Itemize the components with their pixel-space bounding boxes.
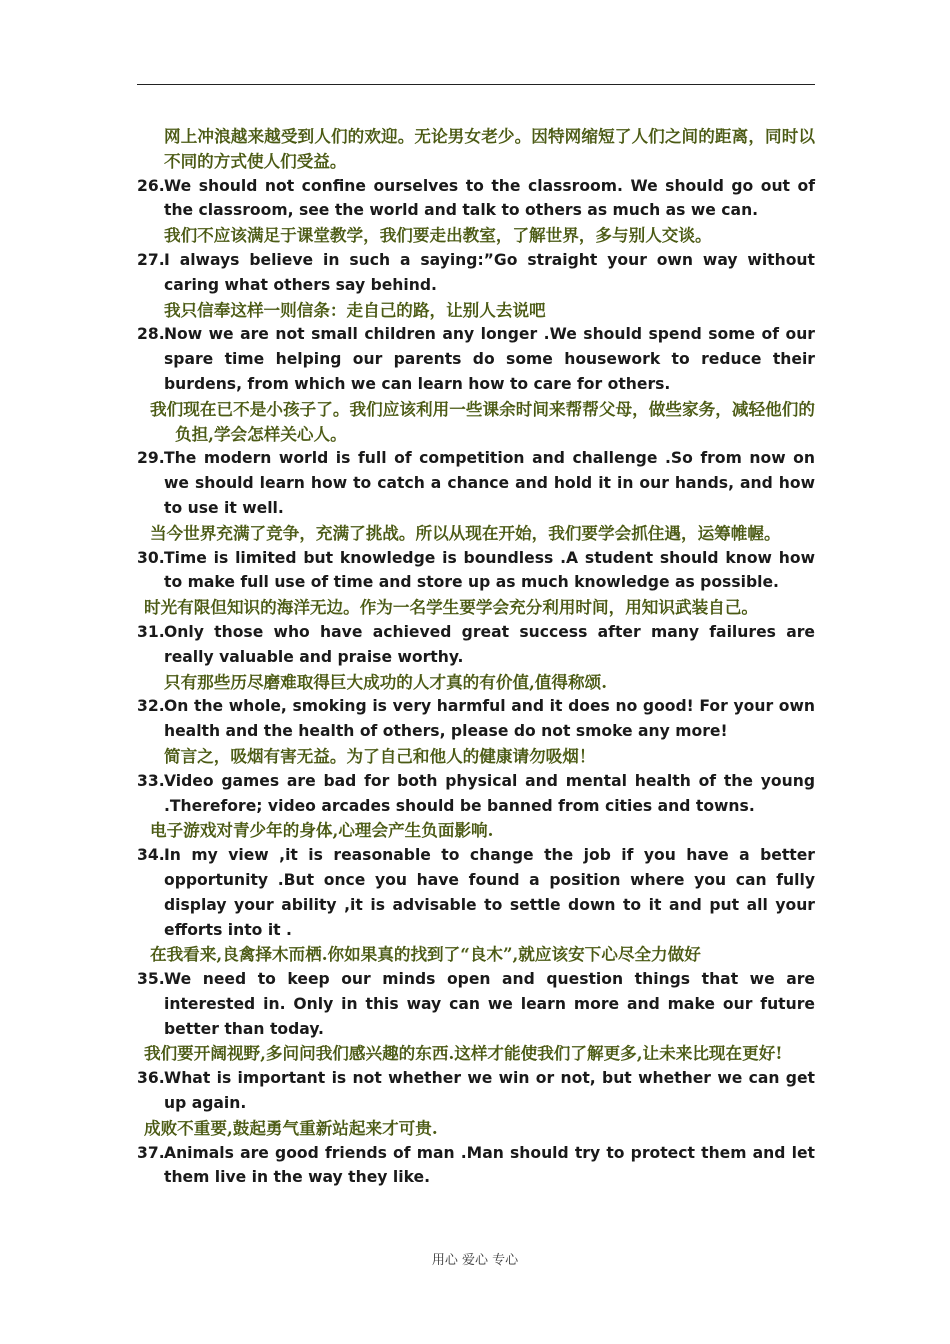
item-number: 29. (137, 449, 165, 468)
english-text: We should not confine ourselves to the classroom. We should go out of the classroom, see the world and talk to others as much as we can. (164, 176, 815, 220)
chinese-translation: 时光有限但知识的海洋无边。作为一名学生要学会充分利用时间，用知识武装自己。 (144, 597, 758, 618)
english-text: What is important is not whether we win or not, but whether we can get up again. (164, 1069, 815, 1113)
english-sentence (137, 620, 815, 670)
item-number: 33. (137, 771, 165, 790)
english-sentence (137, 769, 815, 819)
english-text: I always believe in such a saying:”Go straight your own way without caring what others say behind. (164, 250, 815, 294)
item-number: 37. (137, 1143, 165, 1162)
item-number: 36. (137, 1069, 165, 1088)
chinese-translation: 网上冲浪越来越受到人们的欢迎。无论男女老少。因特网缩短了人们之间的距离，同时以不同的方式使人们受益。 (164, 126, 815, 171)
chinese-translation: 当今世界充满了竞争，充满了挑战。所以从现在开始，我们要学会抓住遇，运筹帷幄。 (150, 522, 781, 543)
english-text: Animals are good friends of man .Man should try to protect them and let them live in the way they like. (164, 1143, 815, 1187)
english-text: Now we are not small children any longer .We should spend some of our spare time helping our parents do some housework to reduce their burdens, from which we can learn how to care for others. (164, 325, 815, 393)
english-sentence (137, 446, 815, 520)
chinese-translation: 只有那些历尽磨难取得巨大成功的人才真的有价值,值得称颂. (164, 671, 607, 692)
item-number: 27. (137, 250, 165, 269)
english-text: The modern world is full of competition and challenge .So from now on we should learn how to catch a chance and hold it in our hands, and how to use it well. (164, 449, 815, 517)
english-sentence (137, 694, 815, 744)
english-sentence (137, 843, 815, 942)
item-number: 26. (137, 176, 165, 195)
english-text: In my view ,it is reasonable to change the job if you have a better opportunity .But once you have found a position where you can fully display your ability ,it is advisable to settle down to it and put all your efforts into it . (164, 846, 815, 939)
item-number: 35. (137, 970, 165, 989)
item-number: 28. (137, 325, 165, 344)
item-number: 30. (137, 548, 165, 567)
english-text: Video games are bad for both physical and mental health of the young .Therefore; video arcades should be banned from cities and towns. (164, 771, 815, 815)
english-sentence (137, 174, 815, 224)
page-footer: 用心 爱心 专心 (431, 1253, 519, 1268)
chinese-translation: 成败不重要,鼓起勇气重新站起来才可贵. (144, 1117, 438, 1138)
document-body (137, 124, 815, 1190)
item-number: 32. (137, 697, 165, 716)
chinese-translation: 我们要开阔视野,多问问我们感兴趣的东西.这样才能使我们了解更多,让未来比现在更好! (144, 1043, 783, 1064)
english-text: On the whole, smoking is very harmful and it does no good! For your own health and the health of others, please do not smoke any more! (164, 697, 815, 741)
english-sentence (137, 248, 815, 298)
chinese-translation: 我们现在已不是小孩子了。我们应该利用一些课余时间来帮帮父母，做些家务，减轻他们的负担,学会怎样关心人。 (150, 398, 815, 444)
english-sentence (137, 546, 815, 596)
item-number: 34. (137, 846, 165, 865)
header-rule (137, 84, 815, 85)
chinese-translation: 在我看来,良禽择木而栖.你如果真的找到了“良木”,就应该安下心尽全力做好 (150, 944, 701, 965)
english-text: Only those who have achieved great success after many failures are really valuable and praise worthy. (164, 622, 815, 666)
item-number: 31. (137, 622, 165, 641)
chinese-translation: 简言之，吸烟有害无益。为了自己和他人的健康请勿吸烟！ (164, 745, 596, 766)
chinese-translation: 我们不应该满足于课堂教学，我们要走出教室，了解世界，多与别人交谈。 (164, 225, 712, 246)
english-text: We need to keep our minds open and question things that we are interested in. Only in this way can we learn more and make our future better than today. (164, 970, 815, 1038)
english-sentence (137, 1066, 815, 1116)
chinese-translation: 我只信奉这样一则信条：走自己的路，让别人去说吧 (164, 299, 546, 320)
english-sentence (137, 322, 815, 396)
chinese-translation: 电子游戏对青少年的身体,心理会产生负面影响. (150, 820, 494, 841)
english-text: Time is limited but knowledge is boundless .A student should know how to make full use of time and store up as much knowledge as possible. (164, 548, 815, 592)
english-sentence (137, 967, 815, 1041)
english-sentence (137, 1141, 815, 1191)
